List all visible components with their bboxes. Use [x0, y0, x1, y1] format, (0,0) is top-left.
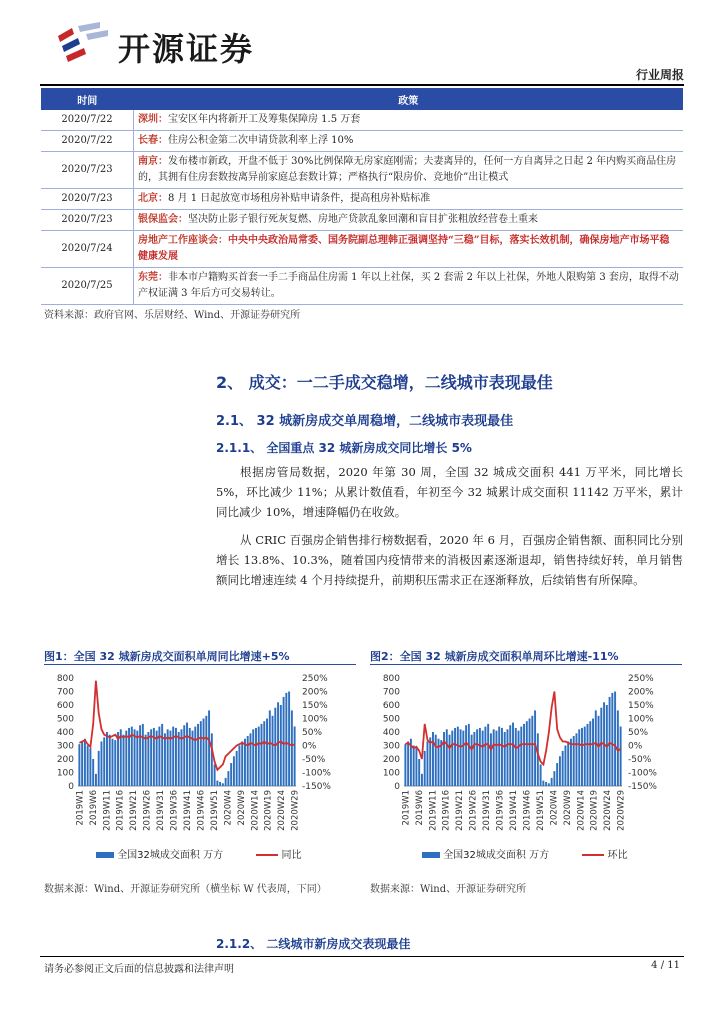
row-policy: [134, 268, 684, 305]
row-text: 住房公积金第二次申请贷款利率上浮 10%: [168, 135, 354, 146]
chart-bar: [526, 721, 528, 786]
row-date: 2020/7/23: [41, 152, 134, 189]
row-city: 深圳：: [138, 114, 168, 125]
chart-bar: [125, 731, 127, 786]
chart-bar: [266, 719, 268, 787]
chart-bar: [285, 693, 287, 786]
legend-bar-label: 全国32城成交面积 万方: [443, 850, 550, 861]
chart-bar: [89, 748, 91, 786]
left-axis-tick-label: 500: [56, 714, 74, 725]
x-axis-tick-label: 2019W21: [129, 790, 140, 831]
x-axis-tick-label: 2020W19: [589, 790, 600, 831]
policy-table: [41, 88, 683, 305]
chart-bar: [454, 728, 456, 786]
chart-bar: [255, 728, 257, 786]
chart-bar: [291, 710, 293, 786]
chart-bar: [269, 710, 271, 786]
chart-bar: [578, 729, 580, 786]
chart-bar: [507, 729, 509, 786]
chart-bar: [429, 737, 431, 786]
chart-bar: [556, 763, 558, 786]
chart-bar: [87, 746, 89, 787]
header-divider: [40, 84, 684, 86]
chart-bar: [551, 778, 553, 786]
page-number: 4 / 11: [651, 960, 680, 971]
figure-1-legend: [96, 846, 301, 861]
right-axis-tick-label: 250%: [302, 674, 328, 684]
x-axis-tick-label: 2019W31: [482, 790, 493, 831]
chart-bar: [84, 739, 86, 786]
chart-bar: [230, 763, 232, 786]
right-axis-tick-label: 0%: [302, 741, 317, 752]
company-logo: [52, 22, 282, 66]
table-source: 资料来源：政府官网、乐居财经、Wind、开源证券研究所: [44, 310, 301, 321]
x-axis-tick-label: 2020W9: [562, 790, 573, 826]
chart-bar: [100, 741, 102, 786]
chart-bar: [465, 725, 467, 786]
chart-bar: [145, 735, 147, 786]
row-emphasis: 中央中央政治局常委、国务院副总理韩正强调坚持“三稳”目标，落实长效机制，确保房地产市场平稳健康发展: [138, 235, 670, 262]
chart-bar: [186, 723, 188, 786]
chart-bar: [236, 751, 238, 786]
chart-bar: [509, 725, 511, 786]
chart-bar: [95, 774, 97, 786]
table-row: [41, 210, 683, 231]
left-axis-tick-label: 200: [382, 755, 400, 765]
table-row: [41, 152, 683, 189]
chart-bar: [106, 732, 108, 786]
row-city: 银保监会：: [138, 214, 188, 225]
left-axis-tick-label: 300: [56, 741, 74, 752]
row-date: 2020/7/24: [41, 231, 134, 268]
figure-2-rule: [370, 664, 682, 665]
chart-bar: [457, 727, 459, 786]
chart-bar: [272, 716, 274, 786]
section-heading: 2、 成交：一二手成交稳增，二线城市表现最佳: [216, 373, 553, 392]
x-axis-tick-label: 2020W9: [236, 790, 247, 826]
chart-bar: [576, 733, 578, 786]
x-axis-tick-label: 2020W14: [250, 790, 261, 831]
chart-bar: [294, 726, 296, 786]
table-row: [41, 189, 683, 210]
x-axis-tick-label: 2019W1: [75, 790, 86, 826]
right-axis-tick-label: 100%: [628, 714, 654, 725]
chart-bar: [520, 727, 522, 786]
chart-bar: [553, 771, 555, 786]
subsection-heading: 2.1、 32 城新房成交单周稳增，二线城市表现最佳: [216, 414, 514, 429]
chart-bar: [493, 729, 495, 786]
right-axis-tick-label: 100%: [302, 714, 328, 725]
right-axis-tick-label: 150%: [628, 701, 654, 711]
paragraph: 从 CRIC 百强房企销售排行榜数据看，2020 年 6 月，百强房企销售额、面积同比分别增长 13.8%、10.3%，随着国内疫情带来的消极因素逐渐退却，销售持续好转，单月销售额同比增速连续 4 个月持续提升，前期积压需求正在逐渐释放，后续销售有所保障。: [216, 533, 683, 587]
left-axis-tick-label: 0: [68, 782, 74, 792]
x-axis-tick-label: 2020W14: [576, 790, 587, 831]
row-policy: [134, 110, 684, 131]
x-axis-tick-label: 2019W31: [156, 790, 167, 831]
left-axis-tick-label: 400: [56, 728, 74, 738]
chart-bar: [164, 733, 166, 786]
chart-bar: [225, 778, 227, 786]
chart-bar: [216, 781, 218, 786]
x-axis-tick-label: 2019W51: [535, 790, 546, 831]
chart-bar: [288, 692, 290, 787]
chart-bar: [540, 764, 542, 786]
chart-bar: [435, 735, 437, 786]
paragraph: 根据房管局数据，2020 年第 30 周，全国 32 城成交面积 441 万平米，同比增长 5%，环比减少 11%；从累计数值看，年初至今 32 城累计成交面积 11142 万平米，累计同比减少 10%，增速降幅仍在收敛。: [216, 465, 683, 519]
chart-bar: [211, 733, 213, 786]
x-axis-tick-label: 2019W26: [142, 790, 153, 831]
chart-bar: [440, 740, 442, 786]
x-axis-tick-label: 2019W36: [495, 790, 506, 831]
x-axis-tick-label: 2019W51: [209, 790, 220, 831]
chart-bar: [117, 732, 119, 786]
left-axis-tick-label: 0: [394, 782, 400, 792]
chart-bar: [476, 729, 478, 786]
x-axis-tick-label: 2020W24: [277, 790, 288, 831]
chart-bar: [142, 724, 144, 786]
legend-bar-swatch: [96, 852, 114, 858]
chart-bar: [421, 774, 423, 786]
x-axis-tick-label: 2020W29: [616, 790, 627, 831]
left-axis-tick-label: 500: [382, 714, 400, 725]
chart-bar: [200, 721, 202, 786]
company-name: 开源证券: [118, 30, 255, 68]
right-axis-tick-label: -150%: [628, 782, 657, 792]
chart-bar: [112, 739, 114, 786]
chart-bar: [238, 746, 240, 787]
chart-bar: [172, 727, 174, 786]
row-date: 2020/7/22: [41, 131, 134, 152]
chart-bar: [614, 692, 616, 787]
table-row: [41, 231, 683, 268]
legend-line-label: 同比: [281, 850, 302, 861]
chart-2: [370, 668, 682, 868]
logo-mark-icon: [52, 22, 112, 66]
chart-bar: [482, 731, 484, 786]
x-axis-tick-label: 2019W36: [169, 790, 180, 831]
chart-1: [44, 668, 356, 868]
left-axis-tick-label: 400: [382, 728, 400, 738]
chart-bar: [161, 724, 163, 786]
chart-bar: [178, 732, 180, 786]
footer-divider: [40, 956, 684, 957]
legend-line-swatch: [256, 854, 278, 856]
x-axis-tick-label: 2019W46: [196, 790, 207, 831]
chart-bar: [548, 783, 550, 786]
chart-bar: [134, 729, 136, 786]
chart-bar: [81, 741, 83, 786]
right-axis-tick-label: 150%: [302, 701, 328, 711]
legend-line-label: 环比: [607, 850, 628, 861]
chart-bar: [222, 783, 224, 786]
chart-bar: [136, 731, 138, 786]
x-axis-tick-label: 2019W41: [509, 790, 519, 831]
row-text: 发布楼市新政，开盘不低于 30%比例保障无房家庭刚需；夫妻离异的，任何一方自离异之日起 2 年内购买商品住房的，其拥有住房套数按离异前家庭总套数计算；严格执行“限房价、竞地价”出让模式: [138, 156, 677, 183]
chart-bar: [98, 751, 100, 786]
x-axis-tick-label: 2019W6: [414, 790, 425, 826]
chart-bar: [426, 741, 428, 786]
row-text: 8 月 1 日起放宽市场租房补贴申请条件，提高租房补贴标准: [168, 193, 431, 204]
right-axis-tick-label: 50%: [628, 728, 649, 738]
table-row: [41, 268, 683, 305]
left-axis-tick-label: 100: [56, 768, 74, 779]
chart-bar: [443, 732, 445, 786]
chart-bar: [570, 739, 572, 786]
left-axis-tick-label: 600: [56, 701, 74, 711]
chart-bar: [484, 727, 486, 786]
chart-bar: [123, 735, 125, 786]
x-axis-tick-label: 2019W1: [401, 790, 412, 826]
chart-bar: [620, 726, 622, 786]
chart-bar: [415, 748, 417, 786]
chart-bar: [564, 746, 566, 787]
figure-1-source: 数据来源：Wind、开源证券研究所（横坐标 W 代表周，下同）: [44, 884, 327, 895]
right-axis-tick-label: -100%: [302, 768, 331, 779]
right-axis-tick-label: 200%: [302, 687, 328, 698]
left-axis-tick-label: 700: [56, 687, 74, 698]
chart-bar: [611, 693, 613, 786]
chart-bar: [214, 764, 216, 786]
chart-bar: [595, 710, 597, 786]
left-axis-tick-label: 800: [382, 674, 400, 684]
chart-bar: [92, 759, 94, 786]
row-policy: [134, 189, 684, 210]
figure-2-legend: [422, 846, 627, 861]
left-axis-tick-label: 100: [382, 768, 400, 779]
chart-bar: [584, 727, 586, 786]
row-policy: [134, 210, 684, 231]
chart-bar: [258, 727, 260, 786]
x-axis-tick-label: 2020W4: [549, 790, 560, 826]
chart-bar: [261, 724, 263, 786]
chart-bar: [495, 731, 497, 786]
x-axis-tick-label: 2019W26: [468, 790, 479, 831]
table-row: [41, 110, 683, 131]
chart-bar: [581, 728, 583, 786]
chart-bar: [78, 744, 80, 786]
row-city: 东莞：: [138, 272, 168, 283]
chart-bar: [592, 719, 594, 787]
right-axis-tick-label: 0%: [628, 741, 643, 752]
column-header-policy: 政策: [134, 88, 684, 110]
x-axis-tick-label: 2020W4: [223, 790, 234, 826]
row-text: 宝安区年内将新开工及筹集保障房 1.5 万套: [168, 114, 361, 125]
chart-bar: [241, 741, 243, 786]
legend-line-swatch: [582, 854, 604, 856]
chart-bar: [244, 739, 246, 786]
chart-bar: [451, 731, 453, 786]
chart-bar: [504, 732, 506, 786]
chart-bar: [498, 727, 500, 786]
row-policy: [134, 131, 684, 152]
chart-bar: [247, 736, 249, 786]
right-axis-tick-label: -50%: [302, 755, 326, 765]
figure-1-rule: [44, 664, 356, 665]
right-axis-tick-label: -50%: [628, 755, 652, 765]
chart-bar: [542, 781, 544, 786]
column-header-date: 时间: [41, 88, 134, 110]
chart-bar: [252, 729, 254, 786]
figure-2-source: 数据来源：Wind、开源证券研究所: [370, 884, 527, 895]
right-axis-tick-label: 50%: [302, 728, 323, 738]
row-date: 2020/7/23: [41, 210, 134, 231]
chart-bar: [531, 716, 533, 786]
chart-bar: [449, 735, 451, 786]
x-axis-tick-label: 2019W16: [115, 790, 126, 831]
x-axis-tick-label: 2019W41: [183, 790, 193, 831]
chart-bar: [473, 732, 475, 786]
table-row: [41, 131, 683, 152]
table-header-row: [41, 88, 683, 110]
x-axis-tick-label: 2019W21: [455, 790, 466, 831]
chart-bar: [114, 740, 116, 786]
chart-bar: [587, 724, 589, 786]
x-axis-tick-label: 2019W46: [522, 790, 533, 831]
right-axis-tick-label: 200%: [628, 687, 654, 698]
chart-bar: [523, 724, 525, 786]
x-axis-tick-label: 2020W24: [603, 790, 614, 831]
chart-bar: [600, 708, 602, 786]
left-axis-tick-label: 600: [382, 701, 400, 711]
left-axis-tick-label: 800: [56, 674, 74, 684]
x-axis-tick-label: 2020W19: [263, 790, 274, 831]
subsubsection-heading: 2.1.2、 二线城市新房成交表现最佳: [216, 937, 411, 951]
chart-bar: [598, 716, 600, 786]
right-axis-tick-label: -150%: [302, 782, 331, 792]
x-axis-tick-label: 2020W29: [290, 790, 301, 831]
chart-bar: [471, 735, 473, 786]
x-axis-tick-label: 2019W6: [88, 790, 99, 826]
chart-bar: [233, 756, 235, 786]
chart-bar: [280, 705, 282, 786]
x-axis-tick-label: 2019W11: [102, 790, 113, 831]
row-date: 2020/7/25: [41, 268, 134, 305]
chart-bar: [109, 735, 111, 786]
chart-bar: [432, 732, 434, 786]
row-city: 北京：: [138, 193, 168, 204]
row-policy: [134, 231, 684, 268]
chart-bar: [418, 759, 420, 786]
chart-bar: [460, 729, 462, 786]
chart-bar: [424, 751, 426, 786]
chart-bar: [250, 733, 252, 786]
chart-bar: [462, 731, 464, 786]
chart-bar: [567, 741, 569, 786]
legend-bar-label: 全国32城成交面积 万方: [117, 850, 224, 861]
chart-bar: [404, 744, 406, 786]
legend-bar-swatch: [422, 852, 440, 858]
chart-bar: [468, 724, 470, 786]
figure-2-title: 图2：全国 32 城新房成交面积单周环比增速-11%: [370, 650, 619, 663]
chart-bar: [512, 723, 514, 786]
chart-bar: [501, 728, 503, 786]
chart-bar: [490, 733, 492, 786]
chart-bar: [283, 697, 285, 786]
chart-bar: [609, 697, 611, 786]
left-axis-tick-label: 200: [56, 755, 74, 765]
chart-bar: [150, 729, 152, 786]
chart-bar: [208, 710, 210, 786]
chart-bar: [219, 782, 221, 786]
row-city: 长春：: [138, 135, 168, 146]
chart-bar: [518, 731, 520, 786]
row-policy: [134, 152, 684, 189]
chart-bar: [545, 782, 547, 786]
chart-bar: [103, 737, 105, 786]
chart-bar: [562, 751, 564, 786]
chart-bar: [515, 728, 517, 786]
report-type: 行业周报: [635, 68, 684, 82]
chart-bar: [537, 733, 539, 786]
chart-bar: [205, 716, 207, 786]
chart-bar: [529, 719, 531, 787]
row-text: 坚决防止影子银行死灰复燃、房地产贷款乱象回潮和盲目扩张粗放经营卷土重来: [188, 214, 538, 225]
right-axis-tick-label: -100%: [628, 768, 657, 779]
chart-bar: [227, 771, 229, 786]
figure-1-title: 图1：全国 32 城新房成交面积单周同比增速+5%: [44, 650, 290, 663]
chart-bar: [446, 729, 448, 786]
right-axis-tick-label: 250%: [628, 674, 654, 684]
row-city: 房地产工作座谈会：: [138, 235, 228, 246]
subsubsection-heading: 2.1.1、 全国重点 32 城新房成交同比增长 5%: [216, 441, 472, 455]
chart-bar: [183, 725, 185, 786]
chart-bar: [407, 741, 409, 786]
x-axis-tick-label: 2019W16: [441, 790, 452, 831]
chart-bar: [559, 756, 561, 786]
left-axis-tick-label: 300: [382, 741, 400, 752]
chart-bar: [194, 727, 196, 786]
x-axis-tick-label: 2019W11: [428, 790, 439, 831]
chart-bar: [139, 725, 141, 786]
row-text: 非本市户籍购买首套一手二手商品住房需 1 年以上社保，买 2 套需 2 年以上社保，外地人限购第 3 套房，取得不动产权证满 3 年后方可交易转让。: [138, 272, 679, 299]
left-axis-tick-label: 700: [382, 687, 400, 698]
chart-bar: [203, 719, 205, 787]
chart-bar: [487, 724, 489, 786]
chart-bar: [274, 708, 276, 786]
row-date: 2020/7/23: [41, 189, 134, 210]
chart-bar: [147, 732, 149, 786]
chart-bar: [197, 724, 199, 786]
footer-disclaimer: 请务必参阅正文后面的信息披露和法律声明: [44, 964, 234, 975]
chart-bar: [479, 728, 481, 786]
row-date: 2020/7/22: [41, 110, 134, 131]
row-city: 南京：: [138, 156, 168, 167]
chart-bar: [413, 746, 415, 787]
chart-bar: [263, 721, 265, 786]
chart-bar: [589, 721, 591, 786]
